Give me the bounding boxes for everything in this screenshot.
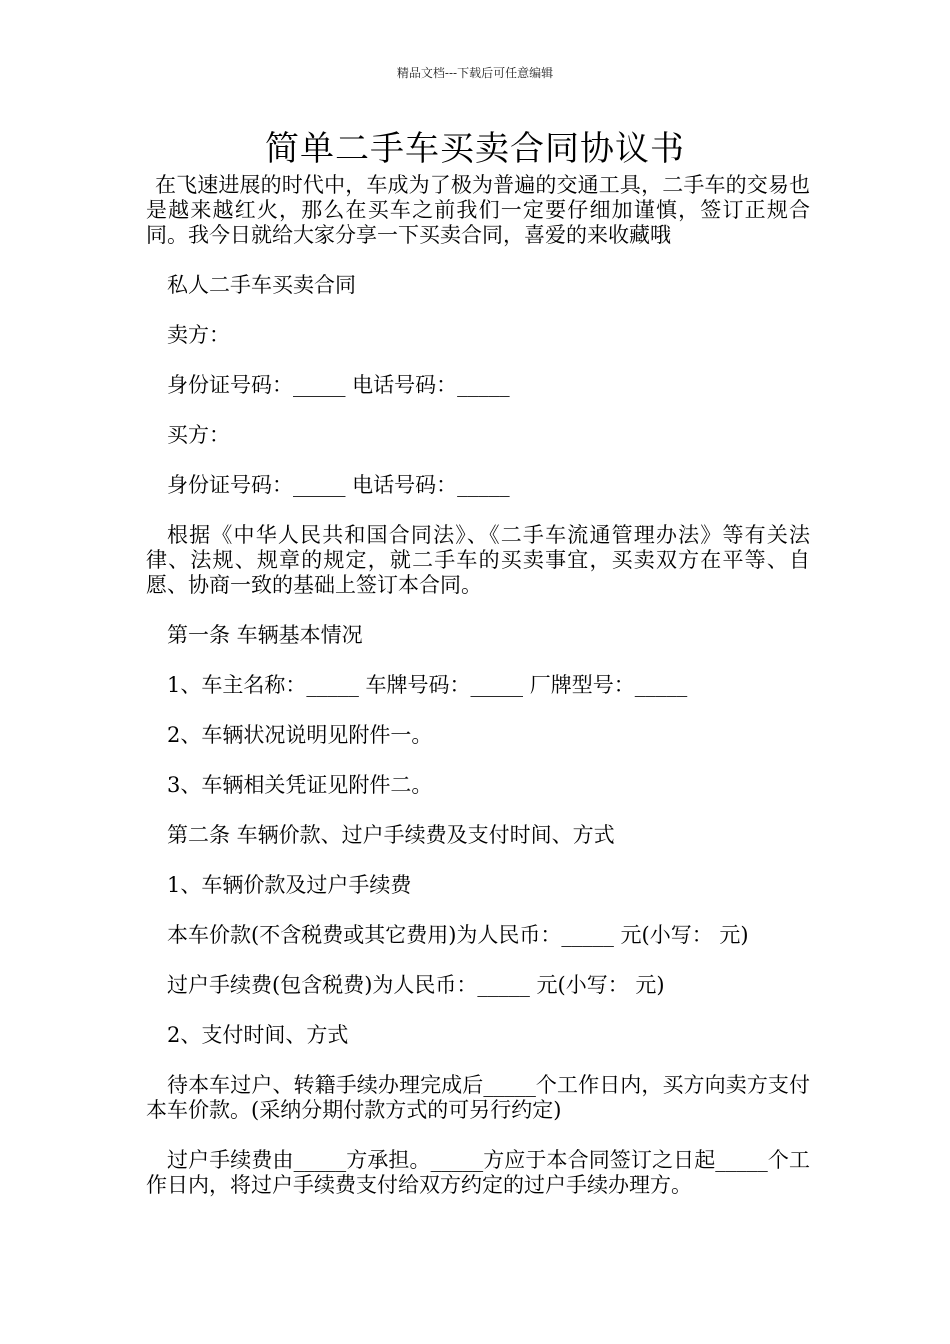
- article-1-item-1: 1、车主名称：_____ 车牌号码：_____ 厂牌型号：_____: [167, 673, 688, 697]
- article-1-item-3: 3、车辆相关凭证见附件二。: [167, 773, 433, 797]
- seller-label: 卖方：: [167, 323, 230, 347]
- legal-basis-paragraph: 根据《中华人民共和国合同法》、《二手车流通管理办法》等有关法律、法规、规章的规定，就二手车的买卖事宜，买卖双方在平等、自愿、协商一致的基础上签订本合同。: [146, 523, 810, 597]
- document-body: [146, 173, 810, 1198]
- contract-name: 私人二手车买卖合同: [167, 273, 356, 297]
- buyer-label: 买方：: [167, 423, 230, 447]
- article-1-item-2: 2、车辆状况说明见附件一。: [167, 723, 433, 747]
- transfer-fee-line: 过户手续费(包含税费)为人民币：_____ 元(小写： 元): [167, 973, 665, 997]
- payment-time-paragraph: 待本车过户、转籍手续办理完成后_____个工作日内，买方向卖方支付本车价款。(采纳分期付款方式的可另行约定): [146, 1073, 810, 1122]
- article-1-heading: 第一条 车辆基本情况: [167, 623, 363, 647]
- document-title: 简单二手车买卖合同协议书: [265, 129, 685, 169]
- article-2-heading: 第二条 车辆价款、过户手续费及支付时间、方式: [167, 823, 615, 847]
- vehicle-price-line: 本车价款(不含税费或其它费用)为人民币：_____ 元(小写： 元): [167, 923, 749, 947]
- article-2-item-2: 2、支付时间、方式: [167, 1023, 349, 1047]
- page-header: 精品文档---下载后可任意编辑: [396, 66, 554, 80]
- transfer-fee-paragraph: 过户手续费由_____方承担。_____方应于本合同签订之日起_____个工作日内，将过户手续费支付给双方约定的过户手续办理方。: [146, 1148, 810, 1197]
- intro-paragraph: 在飞速进展的时代中，车成为了极为普遍的交通工具，二手车的交易也是越来越红火，那么在买车之前我们一定要仔细加谨慎，签订正规合同。我今日就给大家分享一下买卖合同，喜爱的来收藏哦: [146, 173, 810, 247]
- article-2-item-1: 1、车辆价款及过户手续费: [167, 873, 412, 897]
- buyer-id-phone: 身份证号码：_____ 电话号码：_____: [167, 473, 510, 497]
- seller-id-phone: 身份证号码：_____ 电话号码：_____: [167, 373, 510, 397]
